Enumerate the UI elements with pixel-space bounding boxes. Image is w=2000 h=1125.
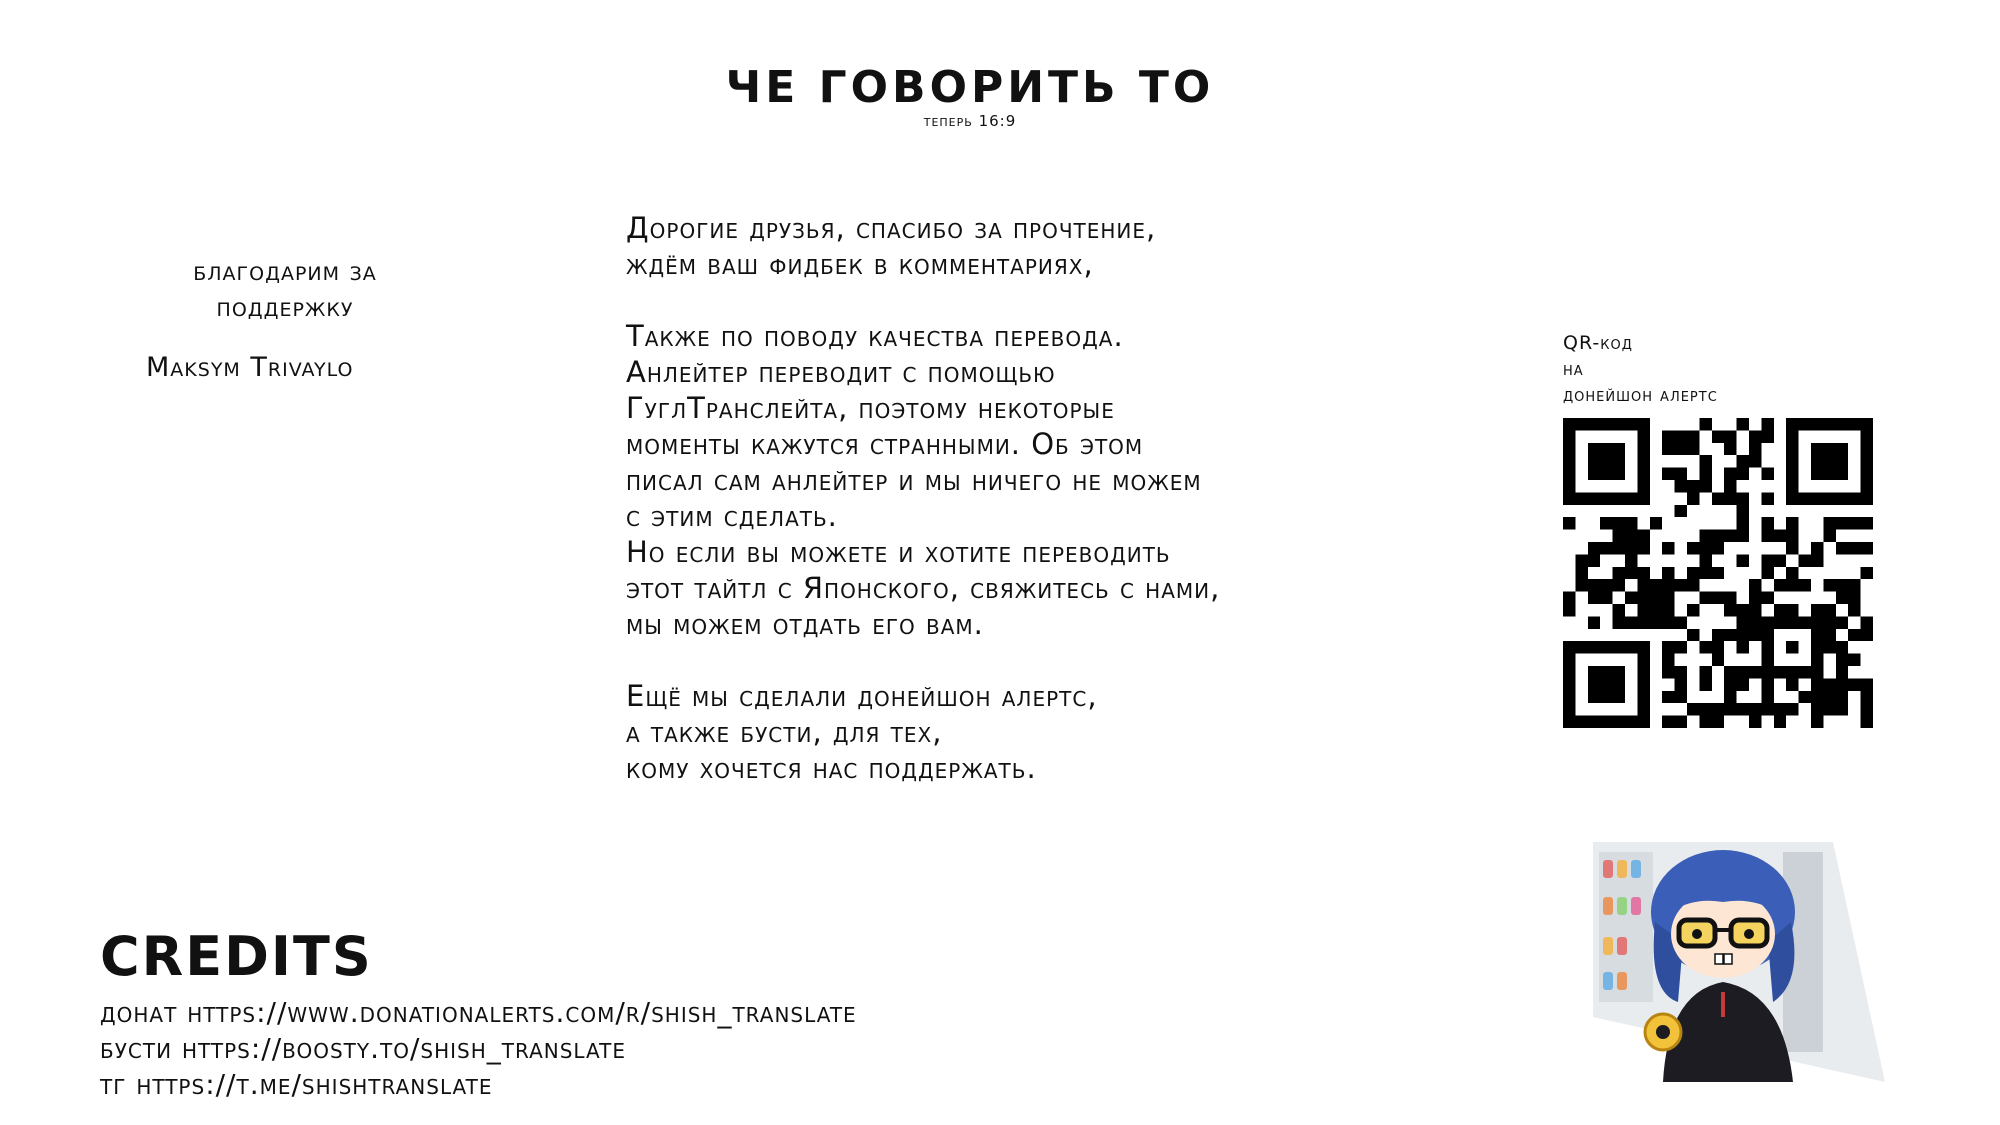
message-paragraph: [626, 678, 1446, 786]
message-line: этот тайтл с Японского, свяжитесь с нами,: [626, 571, 1221, 605]
supporter-name: Maksym Trivaylo: [146, 352, 354, 383]
credits-link-donate[interactable]: донат https://www.donationalerts.com/r/shish_translate: [100, 996, 857, 1029]
message-block: [626, 210, 1446, 822]
qr-code-image[interactable]: [1563, 418, 1873, 728]
message-line: ГуглТранслейта, поэтому некоторые: [626, 391, 1115, 425]
page-subtitle: теперь 16:9: [923, 112, 1017, 130]
message-paragraph: [626, 318, 1446, 642]
credits-link-boosty[interactable]: бусти https://boosty.to/shish_translate: [100, 1032, 626, 1065]
message-line: Но если вы можете и хотите переводить: [626, 535, 1171, 569]
thanks-heading-line: поддержку: [216, 292, 354, 323]
thanks-heading-line: благодарим за: [193, 256, 377, 287]
qr-label-line: QR-код: [1563, 332, 1633, 354]
qr-label-line: донейшон алертс: [1563, 384, 1718, 406]
mascot-illustration: [1593, 842, 1885, 1082]
credits-link-telegram[interactable]: тг https://t.me/shishtranslate: [100, 1068, 493, 1101]
qr-label-line: на: [1563, 358, 1584, 380]
qr-label: [1563, 330, 1718, 408]
thanks-heading: [130, 254, 440, 326]
message-line: моменты кажутся странными. Об этом: [626, 427, 1144, 461]
message-line: Ещё мы сделали донейшон алертс,: [626, 679, 1098, 713]
message-line: с этим сделать.: [626, 499, 838, 533]
credits-title: CREDITS: [100, 925, 373, 988]
page-title: ЧЕ ГОВОРИТЬ ТО: [725, 62, 1215, 113]
message-line: мы можем отдать его вам.: [626, 607, 984, 641]
message-paragraph: [626, 210, 1446, 282]
thanks-block: [130, 254, 440, 386]
message-line: Анлейтер переводит с помощью: [626, 355, 1056, 389]
message-line: а также бусти, для тех,: [626, 715, 943, 749]
message-line: кому хочется нас поддержать.: [626, 751, 1037, 785]
message-line: писал сам анлейтер и мы ничего не можем: [626, 463, 1202, 497]
credits-list: [100, 995, 857, 1103]
message-line: Также по поводу качества перевода.: [626, 319, 1124, 353]
message-line: Дорогие друзья, спасибо за прочтение,: [626, 211, 1157, 245]
message-line: ждём ваш фидбек в комментариях,: [626, 247, 1094, 281]
